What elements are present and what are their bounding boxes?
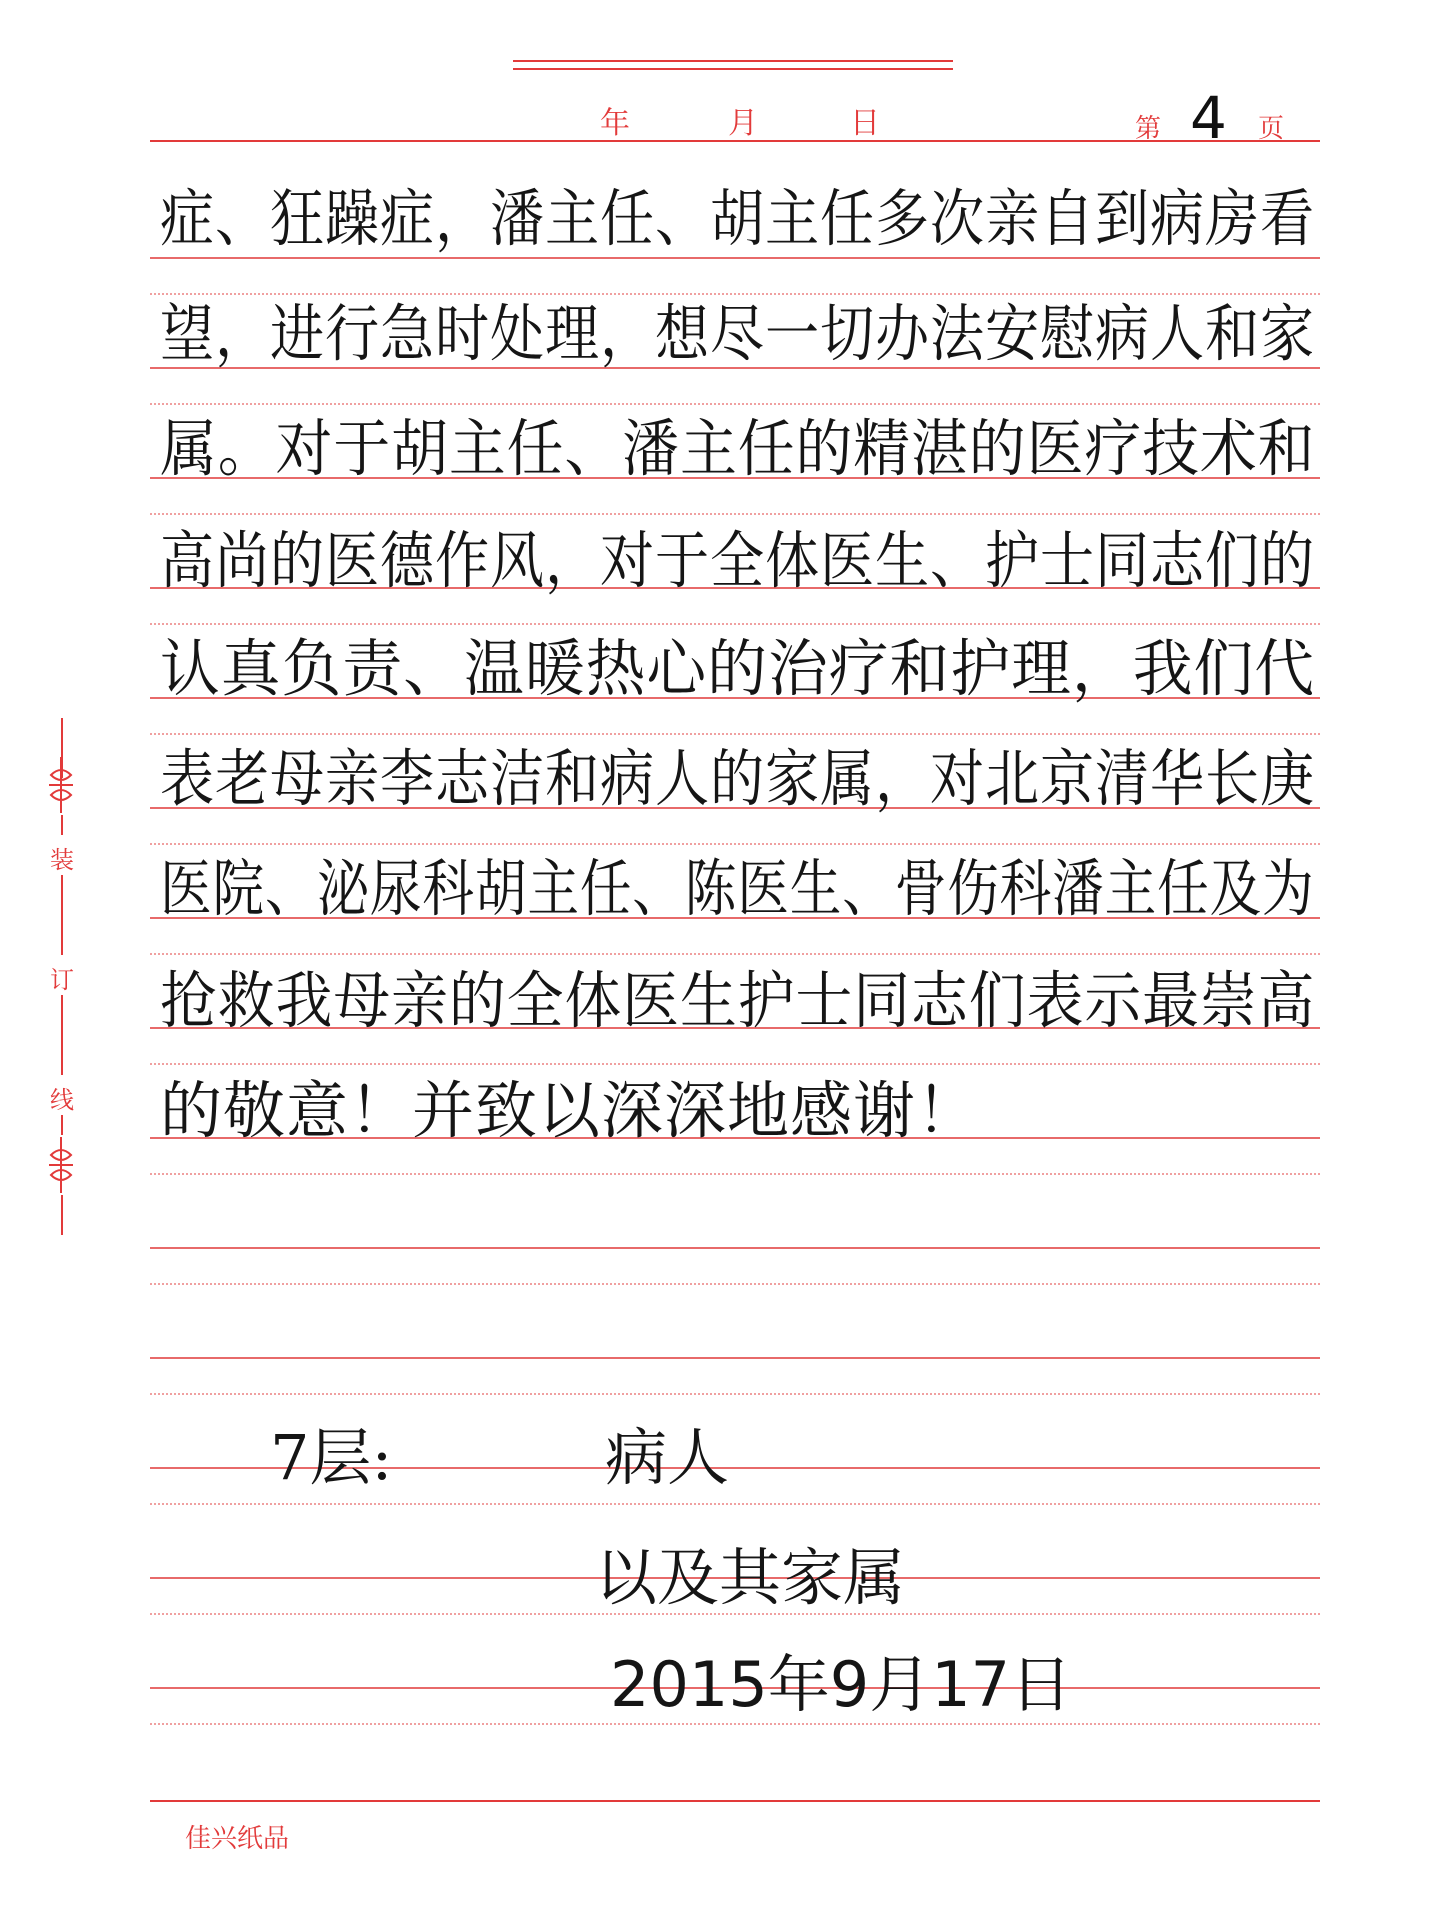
ruled-line	[150, 1357, 1320, 1359]
letter-line: 症、狂躁症，潘主任、胡主任多次亲自到病房看	[160, 182, 1315, 255]
binding-rail	[61, 995, 63, 1075]
signature-patient-label: 病人	[605, 1421, 730, 1494]
ruled-line-dotted	[150, 1503, 1320, 1505]
binding-rail	[61, 875, 63, 955]
letter-line: 的敬意！并致以深深地感谢！	[160, 1074, 980, 1147]
page-suffix: 页	[1258, 114, 1285, 144]
page-number: 4	[1190, 84, 1227, 152]
binding-char-zhuang: 装	[50, 846, 74, 874]
ruled-line	[150, 257, 1320, 259]
letter-line: 属。对于胡主任、潘主任的精湛的医疗技术和	[160, 412, 1316, 485]
header-rule	[150, 140, 1320, 142]
ruled-line	[150, 1247, 1320, 1249]
binding-rail	[61, 1115, 63, 1135]
top-rule	[513, 68, 953, 70]
signature-date: 2015年9月17日	[610, 1648, 1073, 1721]
ruled-line-dotted	[150, 733, 1320, 735]
letter-line: 高尚的医德作风，对于全体医生、护士同志们的	[160, 524, 1315, 597]
footer-rule	[150, 1800, 1320, 1802]
ruled-line-dotted	[150, 843, 1320, 845]
letter-line: 表老母亲李志洁和病人的家属，对北京清华长庚	[160, 742, 1315, 815]
ruled-line-dotted	[150, 403, 1320, 405]
letter-line: 望，进行急时处理，想尽一切办法安慰病人和家	[160, 297, 1315, 370]
letter-line: 认真负责、温暖热心的治疗和护理，我们代	[160, 632, 1316, 705]
signature-ward: 7层:	[270, 1421, 393, 1494]
ruled-line-dotted	[150, 1173, 1320, 1175]
binding-ornament-icon	[46, 755, 76, 815]
letter-line: 抢救我母亲的全体医生护士同志们表示最崇高	[160, 964, 1316, 1037]
ruled-line-dotted	[150, 623, 1320, 625]
month-label: 月	[728, 106, 758, 141]
letter-line: 医院、泌尿科胡主任、陈医生、骨伤科潘主任及为	[160, 852, 1315, 925]
ruled-line-dotted	[150, 1283, 1320, 1285]
year-label: 年	[600, 106, 630, 141]
ruled-line-dotted	[150, 1393, 1320, 1395]
signature-family: 以及其家属	[595, 1541, 906, 1614]
binding-ornament-icon	[46, 1135, 76, 1195]
day-label: 日	[850, 106, 880, 141]
footer-brand: 佳兴纸品	[185, 1824, 290, 1854]
ruled-line-dotted	[150, 953, 1320, 955]
top-rule	[513, 60, 953, 62]
ruled-line-dotted	[150, 293, 1320, 295]
binding-rail	[61, 815, 63, 835]
binding-rail	[61, 1195, 63, 1235]
binding-char-xian: 线	[50, 1086, 74, 1114]
page-prefix: 第	[1135, 114, 1162, 144]
ruled-line-dotted	[150, 513, 1320, 515]
ruled-line-dotted	[150, 1063, 1320, 1065]
binding-char-ding: 订	[50, 966, 74, 994]
